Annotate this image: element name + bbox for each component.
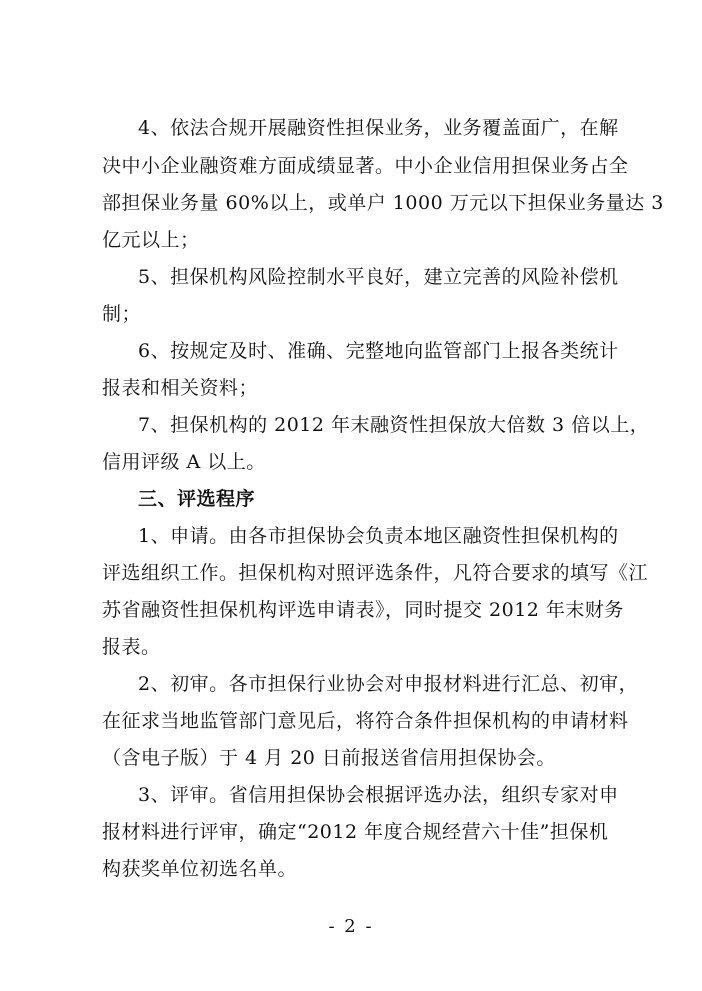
paragraph-4-line-2: 决中小企业融资难方面成绩显著。中小企业信用担保业务占全 (102, 155, 629, 177)
paragraph-7-line-2: 信用评级 A 以上。 (102, 451, 266, 473)
step-1-line-4: 报表。 (102, 636, 161, 658)
paragraph-5-line-2: 制； (102, 303, 142, 325)
step-1-line-2: 评选组织工作。担保机构对照评选条件，凡符合要求的填写《江 (102, 562, 649, 584)
step-1-line-1: 1、申请。由各市担保协会负责本地区融资性担保机构的 (138, 525, 619, 547)
paragraph-6-line-1: 6、按规定及时、准确、完整地向监管部门上报各类统计 (138, 340, 619, 362)
paragraph-4-line-4: 亿元以上； (102, 229, 200, 251)
step-3-line-1: 3、评审。省信用担保协会根据评选办法，组织专家对申 (138, 784, 619, 806)
step-2-line-3: （含电子版）于 4 月 20 日前报送省信用担保协会。 (102, 747, 556, 769)
step-3-line-3: 构获奖单位初选名单。 (102, 858, 298, 880)
step-1-line-3: 苏省融资性担保机构评选申请表》，同时提交 2012 年末财务 (102, 599, 624, 621)
paragraph-5-line-1: 5、担保机构风险控制水平良好，建立完善的风险补偿机 (138, 266, 619, 288)
paragraph-4-line-1: 4、依法合规开展融资性担保业务，业务覆盖面广，在解 (138, 117, 619, 139)
step-3-line-2: 报材料进行评审，确定“2012 年度合规经营六十佳”担保机 (102, 821, 609, 843)
paragraph-7-line-1: 7、担保机构的 2012 年末融资性担保放大倍数 3 倍以上， (138, 414, 650, 436)
step-2-line-1: 2、初审。各市担保行业协会对申报材料进行汇总、初审， (138, 673, 639, 695)
section-heading: 三、评选程序 (138, 488, 256, 510)
step-2-line-2: 在征求当地监管部门意见后，将符合条件担保机构的申请材料 (102, 710, 629, 732)
paragraph-6-line-2: 报表和相关资料； (102, 377, 259, 399)
page-number: - 2 - (328, 916, 374, 937)
paragraph-4-line-3: 部担保业务量 60%以上，或单户 1000 万元以下担保业务量达 3 (102, 192, 664, 214)
